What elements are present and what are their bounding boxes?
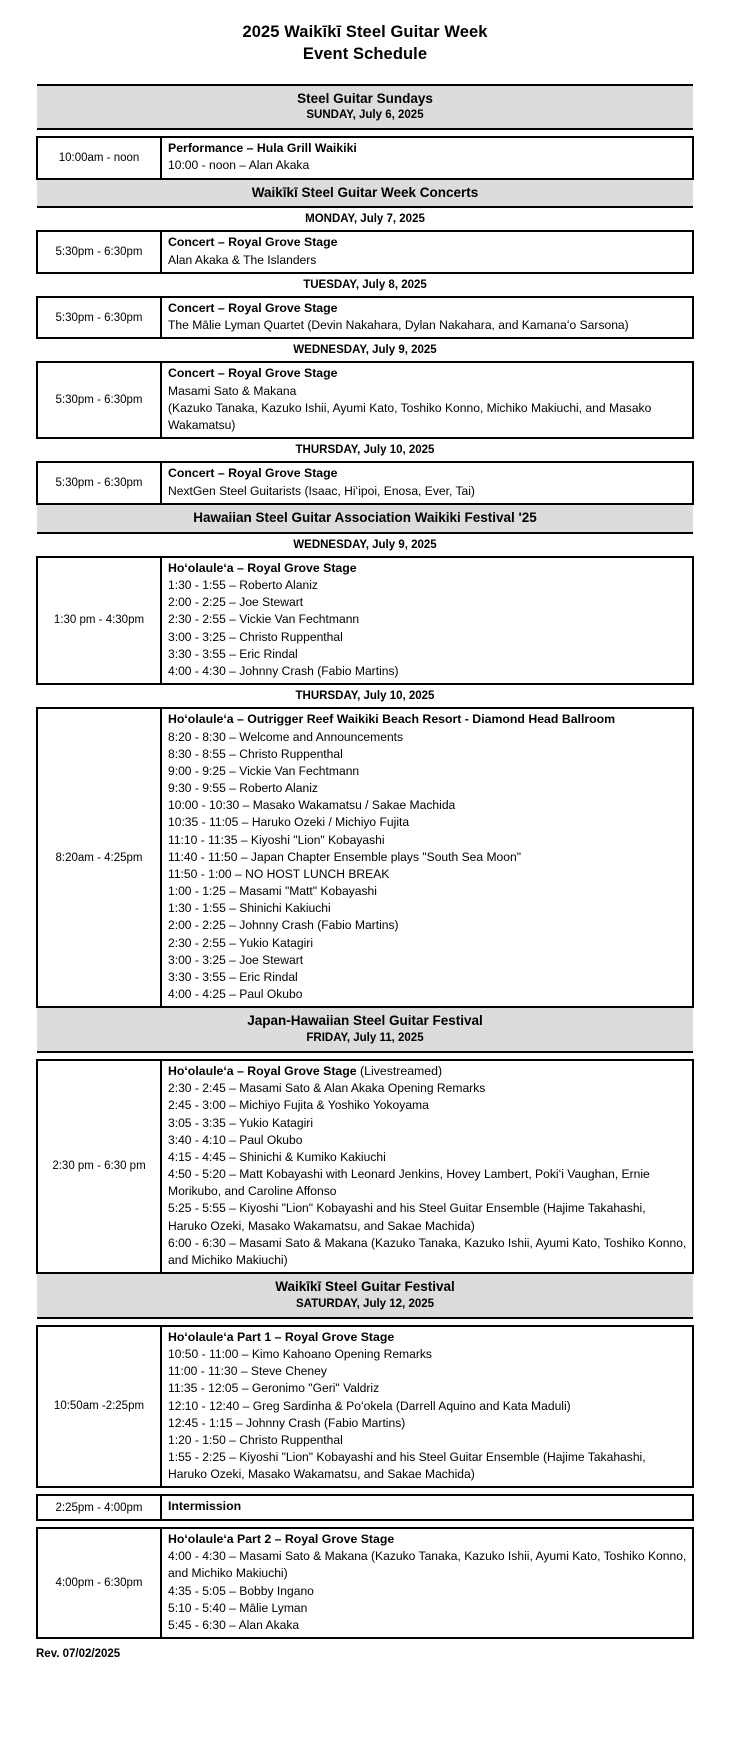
event-row	[37, 362, 693, 438]
event-line-item: 5:10 - 5:40 – Mālie Lyman	[168, 1600, 308, 1615]
event-heading	[168, 234, 687, 251]
event-time: 5:30pm - 6:30pm	[37, 362, 161, 438]
event-line-item: 3:05 - 3:35 – Yukio Katagiri	[168, 1115, 314, 1130]
event-time: 10:00am - noon	[37, 137, 161, 179]
event-row	[37, 1495, 693, 1519]
section-title: Hawaiian Steel Guitar Association Waikiki Festival '25	[193, 510, 537, 526]
date-row	[37, 207, 693, 231]
event-line-item: 3:30 - 3:55 – Eric Rindal	[168, 969, 298, 984]
section-band-cell	[37, 504, 693, 533]
event-line-item: 2:30 - 2:55 – Vickie Van Fechtmann	[168, 612, 360, 627]
section-band-cell	[37, 1007, 693, 1051]
event-line-item: 1:30 - 1:55 – Roberto Alaniz	[168, 578, 318, 593]
event-line-item: 3:00 - 3:25 – Joe Stewart	[168, 952, 304, 967]
event-row	[37, 1528, 693, 1638]
event-time: 1:30 pm - 4:30pm	[37, 557, 161, 684]
section-band	[37, 85, 693, 129]
event-detail	[161, 231, 693, 273]
row-spacer	[37, 1487, 693, 1495]
row-spacer-cell	[37, 129, 693, 137]
row-spacer-cell	[37, 1487, 693, 1495]
revision-note: Rev. 07/02/2025	[36, 1648, 121, 1661]
event-line-item: 4:15 - 4:45 – Shinichi & Kumiko Kakiuchi	[168, 1149, 386, 1164]
event-line-item: 4:50 - 5:20 – Matt Kobayashi with Leonard Jenkins, Hovey Lambert, Pokiʻi Vaughan, Ernie Morikubo, and Caroline Affonso	[168, 1167, 650, 1199]
section-title: Steel Guitar Sundays	[297, 90, 433, 106]
event-row	[37, 462, 693, 504]
event-heading	[168, 300, 687, 317]
event-line-item: 4:00 - 4:30 – Johnny Crash (Fabio Martins)	[168, 663, 399, 678]
date-label: WEDNESDAY, July 9, 2025	[37, 533, 693, 557]
event-detail	[161, 137, 693, 179]
row-spacer-cell	[37, 1052, 693, 1060]
event-line-item: 11:50 - 1:00 – NO HOST LUNCH BREAK	[168, 866, 390, 881]
event-line-item: 4:35 - 5:05 – Bobby Ingano	[168, 1583, 314, 1598]
section-title: Japan-Hawaiian Steel Guitar Festival	[247, 1013, 483, 1029]
event-line-item: 3:30 - 3:55 – Eric Rindal	[168, 646, 298, 661]
event-line-item: 11:10 - 11:35 – Kiyoshi "Lion" Kobayashi	[168, 832, 385, 847]
event-detail	[161, 462, 693, 504]
event-time: 5:30pm - 6:30pm	[37, 231, 161, 273]
event-line-item: 4:00 - 4:25 – Paul Okubo	[168, 987, 303, 1002]
event-line-item: 12:45 - 1:15 – Johnny Crash (Fabio Martins)	[168, 1415, 406, 1430]
event-row	[37, 557, 693, 684]
event-line-item: 10:35 - 11:05 – Haruko Ozeki / Michiyo Fujita	[168, 815, 410, 830]
event-time: 5:30pm - 6:30pm	[37, 297, 161, 339]
date-label: TUESDAY, July 8, 2025	[37, 273, 693, 297]
row-spacer	[37, 1520, 693, 1528]
date-label: WEDNESDAY, July 9, 2025	[37, 338, 693, 362]
event-time: 5:30pm - 6:30pm	[37, 462, 161, 504]
section-band-cell	[37, 85, 693, 129]
event-line-item: 8:30 - 8:55 – Christo Ruppenthal	[168, 746, 343, 761]
event-detail	[161, 557, 693, 684]
event-heading-text: Concert – Royal Grove Stage	[168, 466, 338, 481]
schedule-table	[36, 84, 694, 1640]
event-line-item: 11:00 - 11:30 – Steve Cheney	[168, 1364, 327, 1379]
event-heading	[168, 365, 687, 382]
event-heading	[168, 465, 687, 482]
section-title: Waikīkī Steel Guitar Week Concerts	[251, 184, 479, 200]
row-spacer-cell	[37, 1520, 693, 1528]
date-row	[37, 273, 693, 297]
date-row	[37, 533, 693, 557]
date-label: MONDAY, July 7, 2025	[37, 207, 693, 231]
event-line-item: 2:30 - 2:55 – Yukio Katagiri	[168, 935, 314, 950]
event-line-item: 3:40 - 4:10 – Paul Okubo	[168, 1132, 303, 1147]
event-line-item: 5:45 - 6:30 – Alan Akaka	[168, 1618, 300, 1632]
event-detail	[161, 297, 693, 339]
event-heading-text: Concert – Royal Grove Stage	[168, 235, 338, 250]
section-band	[37, 1007, 693, 1051]
event-line-item: Alan Akaka & The Islanders	[168, 252, 317, 267]
event-heading-text: Intermission	[168, 1499, 242, 1514]
event-line-item: 6:00 - 6:30 – Masami Sato & Makana (Kazuko Tanaka, Kazuko Ishii, Ayumi Kato, Toshiko Konno, and Michiko Makiuchi)	[168, 1235, 687, 1267]
event-heading-text: Concert – Royal Grove Stage	[168, 300, 338, 315]
event-line-item: 9:30 - 9:55 – Roberto Alaniz	[168, 781, 318, 796]
event-line-item: 9:00 - 9:25 – Vickie Van Fechtmann	[168, 763, 360, 778]
event-row	[37, 708, 693, 1007]
event-line-item: 1:20 - 1:50 – Christo Ruppenthal	[168, 1432, 343, 1447]
event-heading	[168, 1498, 687, 1515]
event-detail	[161, 1326, 693, 1488]
section-date: SUNDAY, July 6, 2025	[306, 109, 424, 122]
event-time: 2:30 pm - 6:30 pm	[37, 1060, 161, 1273]
event-row	[37, 231, 693, 273]
event-time: 8:20am - 4:25pm	[37, 708, 161, 1007]
event-time: 4:00pm - 6:30pm	[37, 1528, 161, 1638]
event-line-item: 2:30 - 2:45 – Masami Sato & Alan Akaka Opening Remarks	[168, 1081, 486, 1096]
row-spacer	[37, 1318, 693, 1326]
event-line-item: 10:00 - noon – Alan Akaka	[168, 158, 310, 173]
event-detail	[161, 708, 693, 1007]
row-spacer-cell	[37, 1318, 693, 1326]
date-row	[37, 438, 693, 462]
event-line-item: 11:40 - 11:50 – Japan Chapter Ensemble plays "South Sea Moon"	[168, 849, 522, 864]
page-title-line-1: 2025 Waikīkī Steel Guitar Week	[242, 23, 488, 41]
row-spacer	[37, 129, 693, 137]
section-band-cell	[37, 1273, 693, 1317]
schedule-body	[37, 85, 693, 1639]
date-label: THURSDAY, July 10, 2025	[37, 684, 693, 708]
event-row	[37, 1060, 693, 1273]
event-line-item: NextGen Steel Guitarists (Isaac, Hiʻipoi, Enosa, Ever, Tai)	[168, 483, 475, 498]
event-line-item: 2:00 - 2:25 – Joe Stewart	[168, 595, 304, 610]
event-line-item: 10:00 - 10:30 – Masako Wakamatsu / Sakae Machida	[168, 798, 456, 813]
event-heading-text: Hoʻolauleʻa Part 2 – Royal Grove Stage	[168, 1531, 395, 1546]
event-row	[37, 297, 693, 339]
event-line-item: 3:00 - 3:25 – Christo Ruppenthal	[168, 629, 343, 644]
event-heading-text: Concert – Royal Grove Stage	[168, 366, 338, 381]
event-line-item: 2:00 - 2:25 – Johnny Crash (Fabio Martins)	[168, 918, 399, 933]
event-line-item: 1:00 - 1:25 – Masami "Matt" Kobayashi	[168, 884, 377, 899]
event-time: 2:25pm - 4:00pm	[37, 1495, 161, 1519]
section-title: Waikīkī Steel Guitar Festival	[275, 1279, 455, 1295]
row-spacer	[37, 1052, 693, 1060]
section-band	[37, 179, 693, 208]
event-heading-text: Hoʻolauleʻa – Outrigger Reef Waikiki Beach Resort - Diamond Head Ballroom	[168, 712, 616, 727]
event-detail	[161, 362, 693, 438]
event-heading-suffix: (Livestreamed)	[356, 1063, 443, 1078]
event-line-item: The Mālie Lyman Quartet (Devin Nakahara, Dylan Nakahara, and Kamanaʻo Sarsona)	[168, 318, 629, 333]
event-line-item: 10:50 - 11:00 – Kimo Kahoano Opening Remarks	[168, 1347, 432, 1362]
section-date: SATURDAY, July 12, 2025	[295, 1297, 435, 1310]
page-title	[36, 22, 694, 66]
event-line-item: 5:25 - 5:55 – Kiyoshi "Lion" Kobayashi and his Steel Guitar Ensemble (Hajime Takahashi, Haruko Ozeki, Masako Wakamatsu, and Sakae Machida)	[168, 1201, 646, 1233]
event-line-item: 4:00 - 4:30 – Masami Sato & Makana (Kazuko Tanaka, Kazuko Ishii, Ayumi Kato, Toshiko Konno, and Michiko Makiuchi)	[168, 1549, 687, 1581]
event-heading	[168, 560, 687, 577]
event-row	[37, 1326, 693, 1488]
event-heading-text: Hoʻolauleʻa – Royal Grove Stage	[168, 1063, 357, 1078]
event-heading	[168, 711, 687, 728]
page-title-line-2: Event Schedule	[302, 44, 428, 63]
event-heading	[168, 140, 687, 157]
event-line-item: 2:45 - 3:00 – Michiyo Fujita & Yoshiko Yokoyama	[168, 1098, 429, 1113]
event-line-item: 1:55 - 2:25 – Kiyoshi "Lion" Kobayashi and his Steel Guitar Ensemble (Hajime Takahashi, Haruko Ozeki, Masako Wakamatsu, and Sakae Machida)	[168, 1450, 646, 1482]
event-line-item: 12:10 - 12:40 – Greg Sardinha & Poʻokela (Darrell Aquino and Kata Maduli)	[168, 1398, 571, 1413]
event-heading-text: Hoʻolauleʻa Part 1 – Royal Grove Stage	[168, 1329, 395, 1344]
section-date: FRIDAY, July 11, 2025	[306, 1031, 424, 1044]
section-band-cell	[37, 179, 693, 208]
event-line-item: 11:35 - 12:05 – Geronimo "Geri" Valdriz	[168, 1381, 380, 1396]
event-time: 10:50am -2:25pm	[37, 1326, 161, 1488]
event-detail	[161, 1060, 693, 1273]
event-line-item: Masami Sato & Makana	[168, 383, 297, 398]
event-line-item: 8:20 - 8:30 – Welcome and Announcements	[168, 729, 404, 744]
event-heading-text: Hoʻolauleʻa – Royal Grove Stage	[168, 560, 357, 575]
event-heading	[168, 1063, 687, 1080]
date-row	[37, 338, 693, 362]
event-line-item: 1:30 - 1:55 – Shinichi Kakiuchi	[168, 901, 331, 916]
event-heading	[168, 1329, 687, 1346]
event-detail	[161, 1495, 693, 1519]
event-row	[37, 137, 693, 179]
event-heading-text: Performance – Hula Grill Waikiki	[168, 141, 357, 156]
event-line-item: (Kazuko Tanaka, Kazuko Ishii, Ayumi Kato, Toshiko Konno, Michiko Makiuchi, and Masako Wakamatsu)	[168, 401, 652, 433]
event-heading	[168, 1531, 687, 1548]
section-band	[37, 1273, 693, 1317]
date-label: THURSDAY, July 10, 2025	[37, 438, 693, 462]
section-band	[37, 504, 693, 533]
event-detail	[161, 1528, 693, 1638]
date-row	[37, 684, 693, 708]
